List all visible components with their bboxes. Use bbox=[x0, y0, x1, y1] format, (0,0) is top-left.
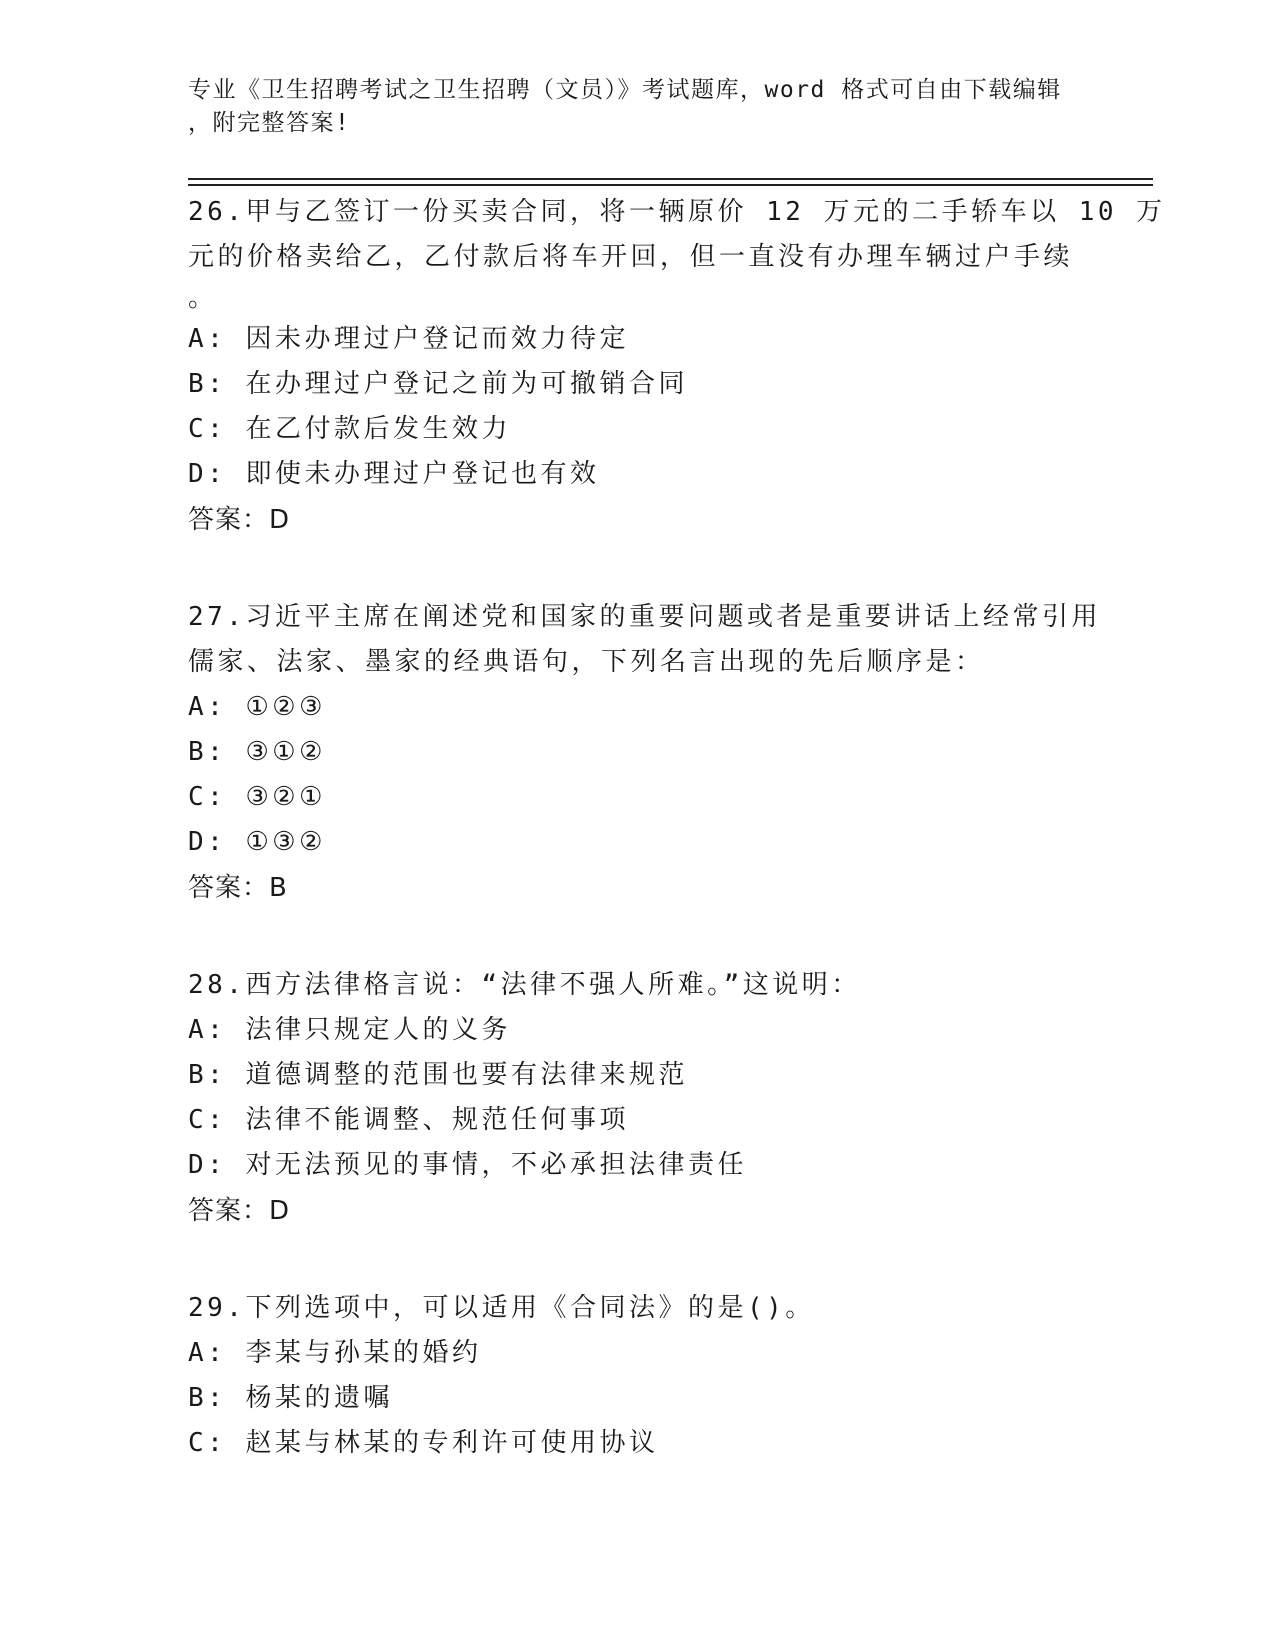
option-b: B: 道德调整的范围也要有法律来规范 bbox=[188, 1060, 688, 1090]
question-stem bbox=[188, 190, 1166, 317]
stem-line: 26.甲与乙签订一份买卖合同，将一辆原价 12 万元的二手轿车以 10 万 bbox=[188, 197, 1166, 227]
answer: 答案：D bbox=[188, 505, 291, 535]
answer: 答案：D bbox=[188, 1196, 291, 1226]
option-c: C: ③②① bbox=[188, 782, 326, 812]
answer: 答案：B bbox=[188, 873, 288, 903]
stem-line: 29.下列选项中，可以适用《合同法》的是()。 bbox=[188, 1293, 815, 1323]
header-line-1: 专业《卫生招聘考试之卫生招聘（文员）》考试题库，word 格式可自由下载编辑 bbox=[188, 77, 1062, 103]
question-stem bbox=[188, 595, 1101, 685]
header-divider-top bbox=[188, 178, 1153, 180]
stem-line: 27.习近平主席在阐述党和国家的重要问题或者是重要讲话上经常引用 bbox=[188, 602, 1101, 632]
stem-line: 。 bbox=[188, 283, 218, 313]
stem-line: 28.西方法律格言说：“法律不强人所难。”这说明： bbox=[188, 970, 861, 1000]
option-d: D: ①③② bbox=[188, 827, 326, 857]
option-a: A: 法律只规定人的义务 bbox=[188, 1015, 511, 1045]
option-c: C: 赵某与林某的专利许可使用协议 bbox=[188, 1428, 659, 1458]
question-28 bbox=[188, 963, 1088, 1234]
option-b: B: 在办理过户登记之前为可撤销合同 bbox=[188, 369, 688, 399]
header-divider-bottom bbox=[188, 184, 1153, 186]
option-c: C: 法律不能调整、规范任何事项 bbox=[188, 1105, 629, 1135]
question-stem bbox=[188, 1286, 1088, 1331]
option-c: C: 在乙付款后发生效力 bbox=[188, 414, 511, 444]
option-a: A: ①②③ bbox=[188, 692, 326, 722]
question-29 bbox=[188, 1286, 1088, 1466]
document-header bbox=[188, 74, 1088, 140]
header-line-2: ，附完整答案! bbox=[188, 110, 351, 136]
stem-line: 元的价格卖给乙，乙付款后将车开回，但一直没有办理车辆过户手续 bbox=[188, 242, 1074, 272]
question-26 bbox=[188, 190, 1166, 543]
question-27 bbox=[188, 595, 1101, 911]
option-d: D: 即使未办理过户登记也有效 bbox=[188, 459, 600, 489]
question-list bbox=[188, 190, 1166, 1518]
option-d: D: 对无法预见的事情，不必承担法律责任 bbox=[188, 1150, 747, 1180]
question-stem bbox=[188, 963, 1088, 1008]
option-b: B: 杨某的遗嘱 bbox=[188, 1383, 393, 1413]
option-a: A: 李某与孙某的婚约 bbox=[188, 1338, 482, 1368]
stem-line: 儒家、法家、墨家的经典语句，下列名言出现的先后顺序是： bbox=[188, 647, 985, 677]
option-b: B: ③①② bbox=[188, 737, 326, 767]
option-a: A: 因未办理过户登记而效力待定 bbox=[188, 324, 629, 354]
